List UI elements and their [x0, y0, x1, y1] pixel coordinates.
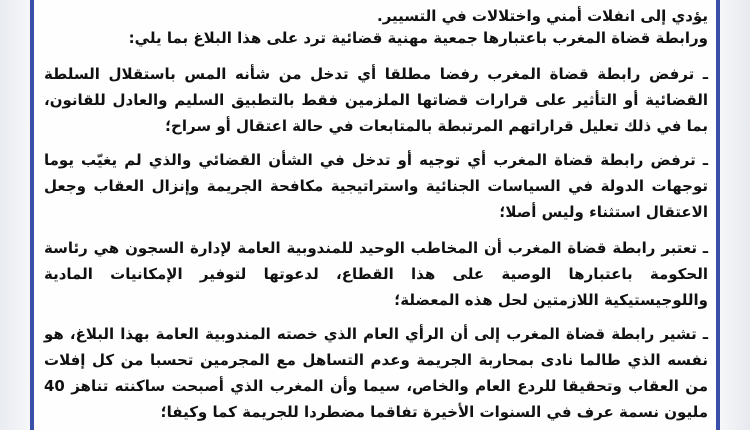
paragraph-3: ـ تعتبر رابطة قضاة المغرب أن المخاطب الوحيد للمندوبية العامة لإدارة السجون هي رئاسة الحكومة باعتبارها الوصية على هذا القطاع، لدعوتها لتوفير الإمكانيات المادية واللوجيستيكية اللازمتين لحل هذه المعضلة؛	[44, 239, 708, 309]
left-margin	[0, 0, 30, 430]
intro-line-2: ورابطة قضاة المغرب باعتبارها جمعية مهنية قضائية ترد على هذا البلاغ بما يلي:	[128, 29, 708, 47]
intro-line-1: يؤدي إلى انفلات أمني واختلالات في التسيير.	[377, 7, 708, 25]
document-body	[44, 0, 708, 430]
right-margin	[720, 0, 750, 430]
right-border-rule	[716, 0, 720, 430]
paragraph-2: ـ ترفض رابطة قضاة المغرب أي توجيه أو تدخل في الشأن القضائي والذي لم يغيّب يوما توجهات الدولة في السياسات الجنائية واستراتيجية مكافحة الجريمة وإنزال العقاب وجعل الاعتقال استثناء وليس أصلا؛	[44, 151, 708, 221]
paragraph-1: ـ ترفض رابطة قضاة المغرب رفضا مطلقا أي تدخل من شأنه المس باستقلال السلطة القضائية أو التأثير على قرارات قضاتها الملزمين فقط بالتطبيق السليم والعادل للقانون، بما في ذلك تعليل قراراتهم المرتبطة بالمتابعات في حالة اعتقال أو سراح؛	[44, 65, 708, 135]
paragraph-4: ـ تشير رابطة قضاة المغرب إلى أن الرأي العام الذي خصته المندوبية العامة بهذا البلاغ، هو نفسه الذي طالما نادى بمحاربة الجريمة وعدم التساهل مع المجرمين تحسبا من كل إفلات من العقاب وتحقيقا للردع العام والخاص، سيما وأن المغرب الذي أصبحت ساكنته تناهز 40 مليون نسمة عرف في السنوات الأخيرة تفاقما مضطردا للجريمة كما وكيفا؛	[44, 325, 708, 421]
left-border-rule	[30, 0, 34, 430]
